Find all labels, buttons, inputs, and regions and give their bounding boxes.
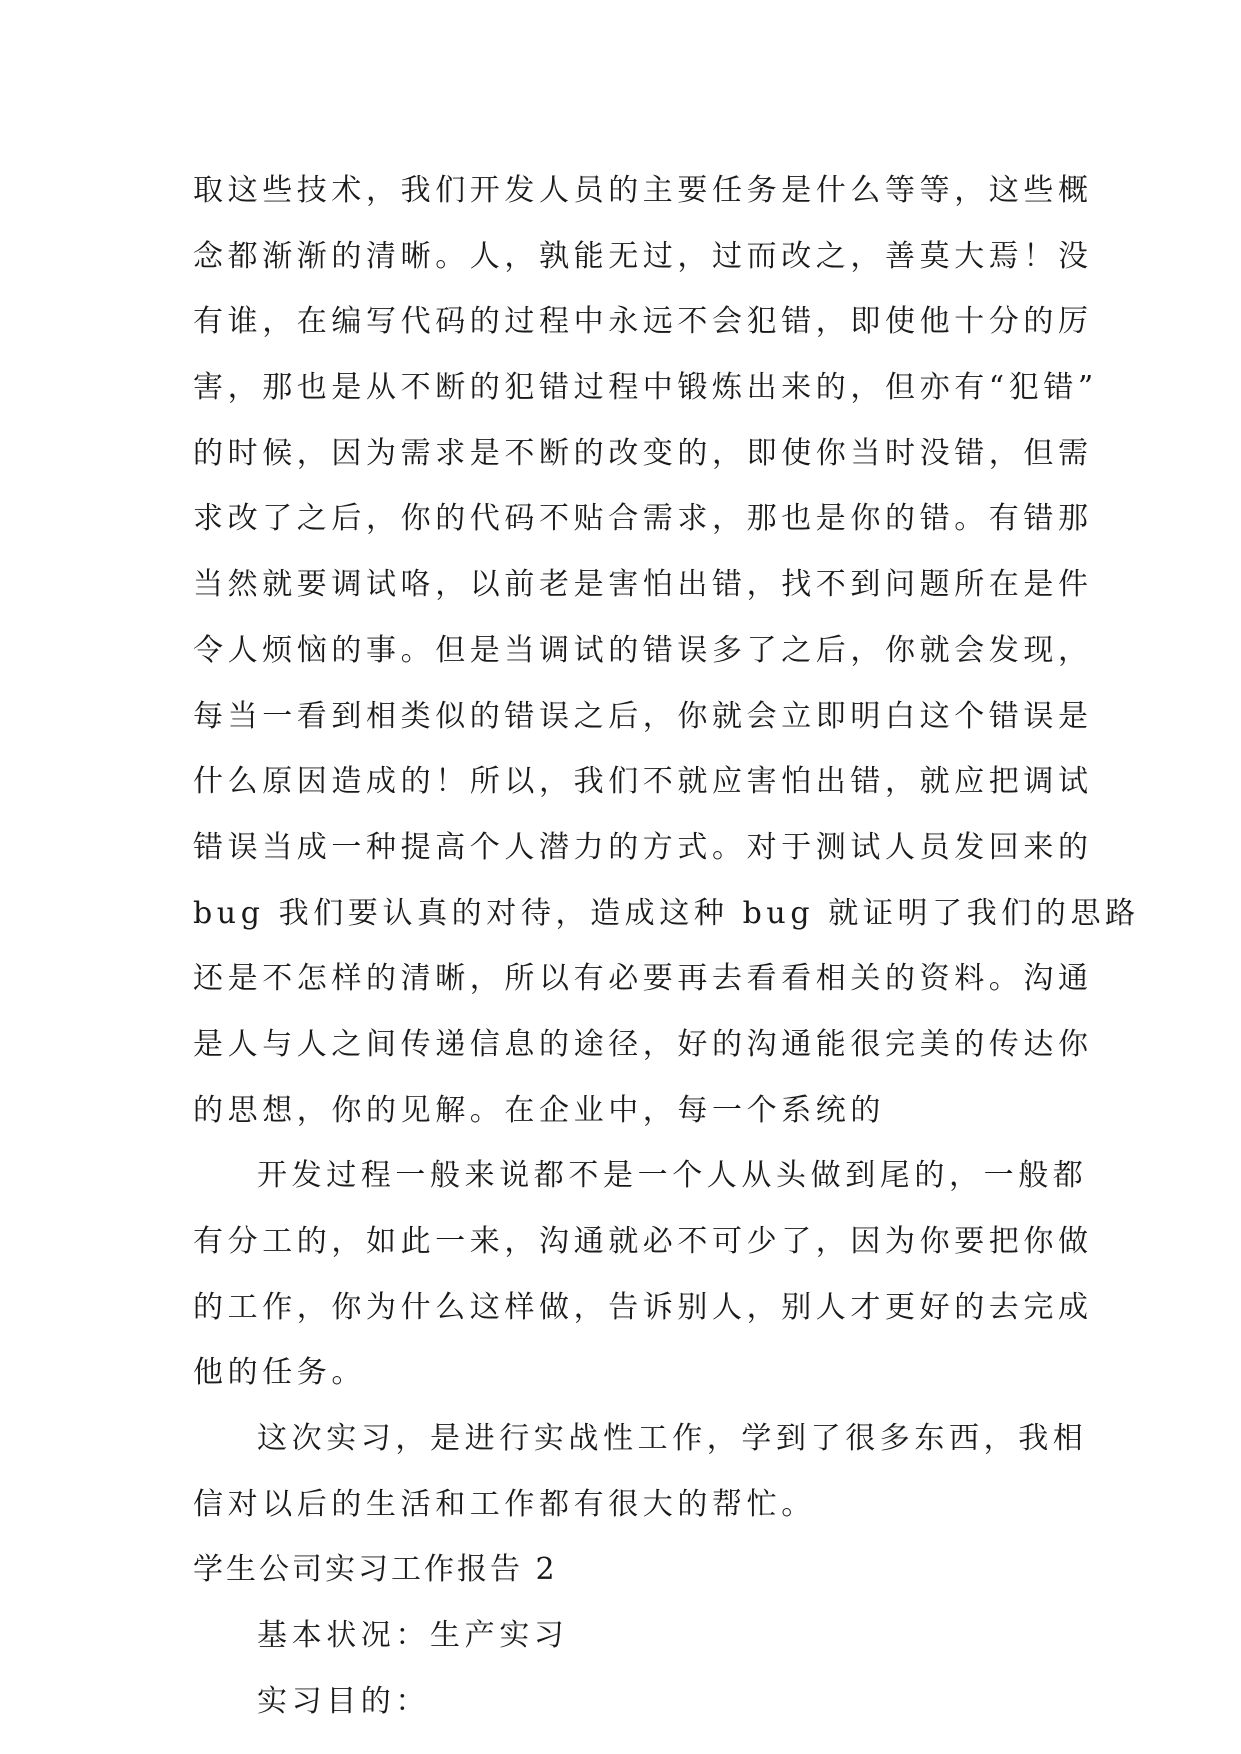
text-line: 的思想，你的见解。在企业中，每一个系统的 xyxy=(193,1092,885,1128)
text-line: bug 我们要认真的对待，造成这种 bug 就证明了我们的思路 xyxy=(193,895,1140,931)
text-line: 令人烦恼的事。但是当调试的错误多了之后，你就会发现， xyxy=(193,632,1093,668)
text-line: 信对以后的生活和工作都有很大的帮忙。 xyxy=(193,1486,816,1522)
section-heading: 学生公司实习工作报告 2 xyxy=(193,1552,558,1588)
text-line: 是人与人之间传递信息的途径，好的沟通能很完美的传达你 xyxy=(193,1026,1093,1062)
text-line: 他的任务。 xyxy=(193,1355,366,1391)
text-line: 有谁，在编写代码的过程中永远不会犯错，即使他十分的厉 xyxy=(193,304,1093,340)
paragraph-start-line: 实习目的： xyxy=(257,1683,430,1719)
text-line: 求改了之后，你的代码不贴合需求，那也是你的错。有错那 xyxy=(193,501,1093,537)
paragraph-start-line: 基本状况：生产实习 xyxy=(257,1618,569,1654)
text-line: 有分工的，如此一来，沟通就必不可少了，因为你要把你做 xyxy=(193,1224,1093,1259)
paragraph-start-line: 这次实习，是进行实战性工作，学到了很多东西，我相 xyxy=(257,1421,1088,1457)
text-line: 的时候，因为需求是不断的改变的，即使你当时没错，但需 xyxy=(193,435,1093,471)
text-line: 念都渐渐的清晰。人，孰能无过，过而改之，善莫大焉！没 xyxy=(193,238,1093,274)
text-line: 害，那也是从不断的犯错过程中锻炼出来的，但亦有“犯错” xyxy=(193,370,1098,406)
text-line: 的工作，你为什么这样做，告诉别人，别人才更好的去完成 xyxy=(193,1289,1093,1325)
text-line: 还是不怎样的清晰，所以有必要再去看看相关的资料。沟通 xyxy=(193,961,1093,997)
text-line: 取这些技术，我们开发人员的主要任务是什么等等，这些概 xyxy=(193,173,1093,208)
text-line: 什么原因造成的！所以，我们不就应害怕出错，就应把调试 xyxy=(193,764,1093,800)
document-body xyxy=(193,158,1140,1735)
paragraph-start-line: 开发过程一般来说都不是一个人从头做到尾的，一般都 xyxy=(257,1158,1088,1194)
text-line: 错误当成一种提高个人潜力的方式。对于测试人员发回来的 xyxy=(193,829,1093,865)
text-line: 当然就要调试咯，以前老是害怕出错，找不到问题所在是件 xyxy=(193,567,1093,603)
text-line: 每当一看到相类似的错误之后，你就会立即明白这个错误是 xyxy=(193,698,1093,734)
